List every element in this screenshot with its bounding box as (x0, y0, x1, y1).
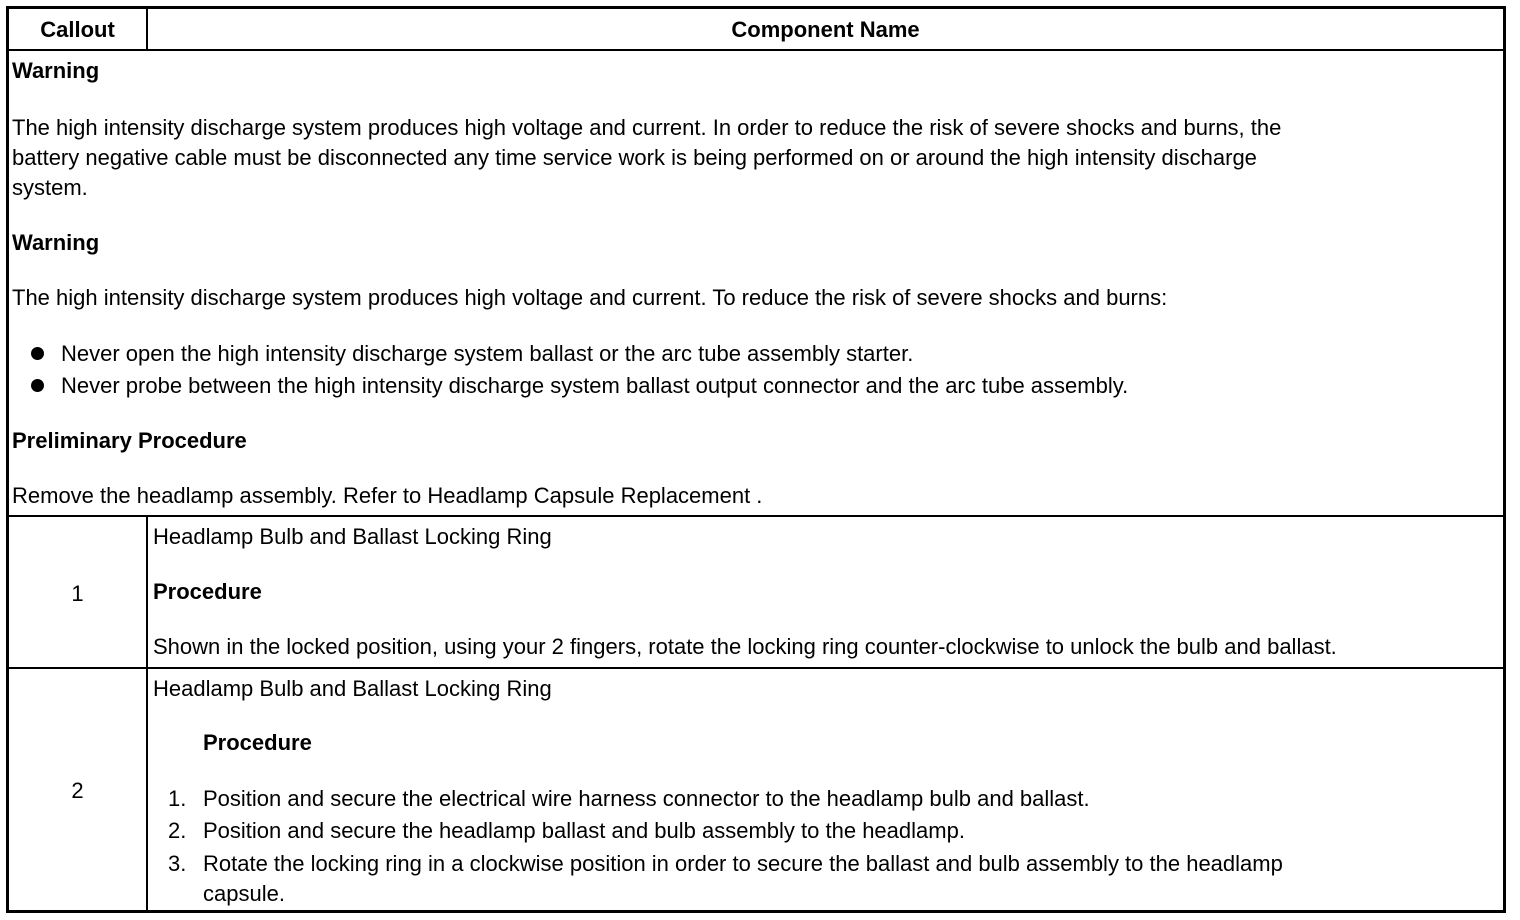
table-row (9, 517, 1503, 668)
bullet-icon (31, 379, 44, 392)
step-text: Rotate the locking ring in a clockwise position in order to secure the ballast and bulb assembly to the headlamp (203, 851, 1283, 876)
preliminary-title: Preliminary Procedure (12, 428, 247, 453)
header-divider (146, 9, 148, 50)
bullet-icon (31, 347, 44, 360)
row1-component-name: Headlamp Bulb and Ballast Locking Ring (153, 524, 552, 549)
warning2-title: Warning (12, 230, 100, 255)
preliminary-text: Remove the headlamp assembly. Refer to Headlamp Capsule Replacement . (12, 483, 763, 508)
warning1-line-1: The high intensity discharge system produces high voltage and current. In order to reduce the risk of severe shocks and burns, the (12, 115, 1282, 140)
row1-callout: 1 (71, 581, 84, 606)
row1-procedure-text: Shown in the locked position, using your 2 fingers, rotate the locking ring counter-clockwise to unlock the bulb and ballast. (153, 634, 1337, 659)
row2-procedure-title: Procedure (203, 730, 312, 755)
row2-component-name: Headlamp Bulb and Ballast Locking Ring (153, 676, 552, 701)
warning1-line-2: battery negative cable must be disconnected any time service work is being performed on or around the high intensity discharge (12, 145, 1257, 170)
step-number: 2. (168, 818, 187, 843)
step-text-continued: capsule. (203, 881, 285, 906)
warning2-bullet-2: Never probe between the high intensity discharge system ballast output connector and the arc tube assembly. (61, 373, 1129, 398)
step-text: Position and secure the headlamp ballast and bulb assembly to the headlamp. (203, 818, 965, 843)
table-row (9, 669, 1503, 913)
header-callout: Callout (40, 16, 115, 42)
header-component-name: Component Name (731, 16, 920, 42)
step-number: 3. (168, 851, 187, 876)
warning1-title: Warning (12, 58, 100, 83)
procedure-table (6, 6, 1506, 913)
warning2-bullet-1: Never open the high intensity discharge system ballast or the arc tube assembly starter. (61, 341, 914, 366)
row2-callout: 2 (71, 778, 84, 803)
step-text: Position and secure the electrical wire harness connector to the headlamp bulb and ballast. (203, 786, 1090, 811)
step-number: 1. (168, 786, 187, 811)
warning1-line-3: system. (12, 175, 88, 200)
warning2-text: The high intensity discharge system produces high voltage and current. To reduce the risk of severe shocks and burns: (12, 285, 1168, 310)
row1-procedure-title: Procedure (153, 579, 262, 604)
intro-row (9, 51, 1503, 515)
